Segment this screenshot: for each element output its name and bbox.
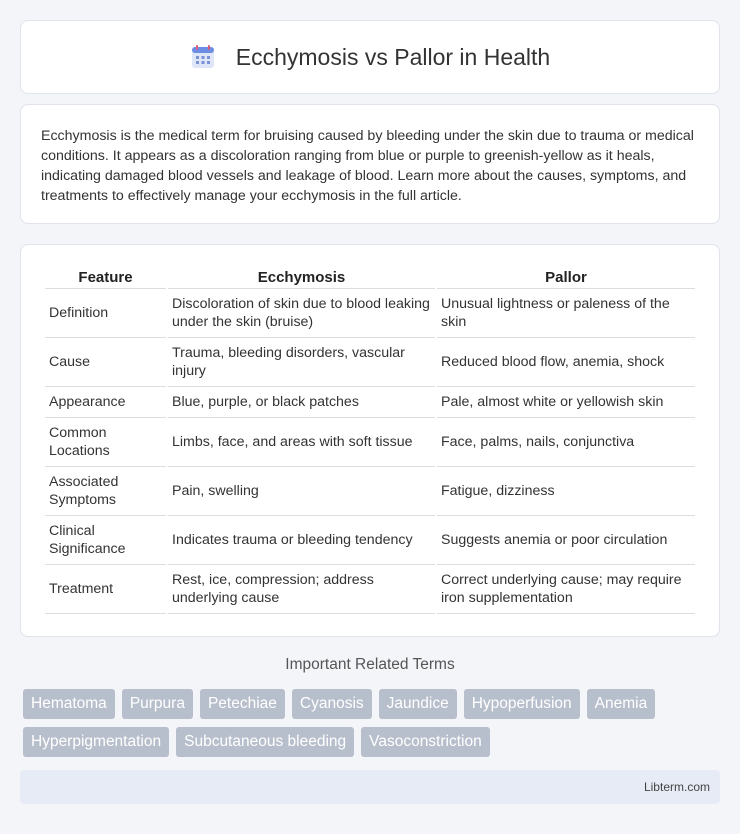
table-cell: Rest, ice, compression; address underlying cause: [168, 565, 435, 614]
table-cell: Face, palms, nails, conjunctiva: [437, 418, 695, 467]
header-card: [20, 20, 720, 94]
term-tag[interactable]: Jaundice: [379, 689, 457, 719]
intro-text: Ecchymosis is the medical term for bruising caused by bleeding under the skin due to trauma or medical conditions. It appears as a discoloration ranging from blue or purple to greenish-yellow as it heals, indicating damaged blood vessels and leakage of blood. Learn more about the causes, symptoms, and treatments to effectively manage your ecchymosis in the full article.: [41, 128, 694, 204]
calendar-icon: [190, 44, 216, 70]
term-tag[interactable]: Hyperpigmentation: [23, 727, 169, 757]
table-cell: Reduced blood flow, anemia, shock: [437, 338, 695, 387]
table-cell: Blue, purple, or black patches: [168, 387, 435, 418]
term-tag[interactable]: Subcutaneous bleeding: [176, 727, 354, 757]
term-tag[interactable]: Hypoperfusion: [464, 689, 580, 719]
term-tag[interactable]: Hematoma: [23, 689, 115, 719]
table-cell: Suggests anemia or poor circulation: [437, 516, 695, 565]
table-row: [45, 565, 695, 614]
table-header-row: [45, 265, 695, 289]
table-cell: Definition: [45, 289, 166, 338]
table-cell: Cause: [45, 338, 166, 387]
table-cell: Unusual lightness or paleness of the skin: [437, 289, 695, 338]
related-terms-title: Important Related Terms: [285, 656, 455, 673]
table-cell: Appearance: [45, 387, 166, 418]
table-row: [45, 338, 695, 387]
table-cell: Pale, almost white or yellowish skin: [437, 387, 695, 418]
table-cell: Indicates trauma or bleeding tendency: [168, 516, 435, 565]
column-header: Ecchymosis: [168, 265, 435, 289]
comparison-card: [20, 244, 720, 637]
term-tag[interactable]: Petechiae: [200, 689, 285, 719]
table-cell: Discoloration of skin due to blood leaking under the skin (bruise): [168, 289, 435, 338]
table-cell: Trauma, bleeding disorders, vascular injury: [168, 338, 435, 387]
footer: [20, 770, 720, 804]
table-cell: Limbs, face, and areas with soft tissue: [168, 418, 435, 467]
term-tag[interactable]: Purpura: [122, 689, 193, 719]
term-tag[interactable]: Anemia: [587, 689, 656, 719]
term-tag[interactable]: Vasoconstriction: [361, 727, 490, 757]
table-cell: Associated Symptoms: [45, 467, 166, 516]
column-header: Feature: [45, 265, 166, 289]
related-terms-list: [23, 689, 723, 757]
column-header: Pallor: [437, 265, 695, 289]
table-cell: Clinical Significance: [45, 516, 166, 565]
table-row: [45, 516, 695, 565]
table-cell: Common Locations: [45, 418, 166, 467]
intro-card: [20, 104, 720, 224]
table-row: [45, 467, 695, 516]
table-row: [45, 387, 695, 418]
page-title: Ecchymosis vs Pallor in Health: [235, 43, 551, 70]
table-row: [45, 418, 695, 467]
term-tag[interactable]: Cyanosis: [292, 689, 372, 719]
table-cell: Pain, swelling: [168, 467, 435, 516]
table-cell: Fatigue, dizziness: [437, 467, 695, 516]
comparison-table: [43, 265, 697, 614]
table-cell: Treatment: [45, 565, 166, 614]
table-row: [45, 289, 695, 338]
footer-site-link[interactable]: Libterm.com: [643, 780, 710, 794]
table-cell: Correct underlying cause; may require iron supplementation: [437, 565, 695, 614]
